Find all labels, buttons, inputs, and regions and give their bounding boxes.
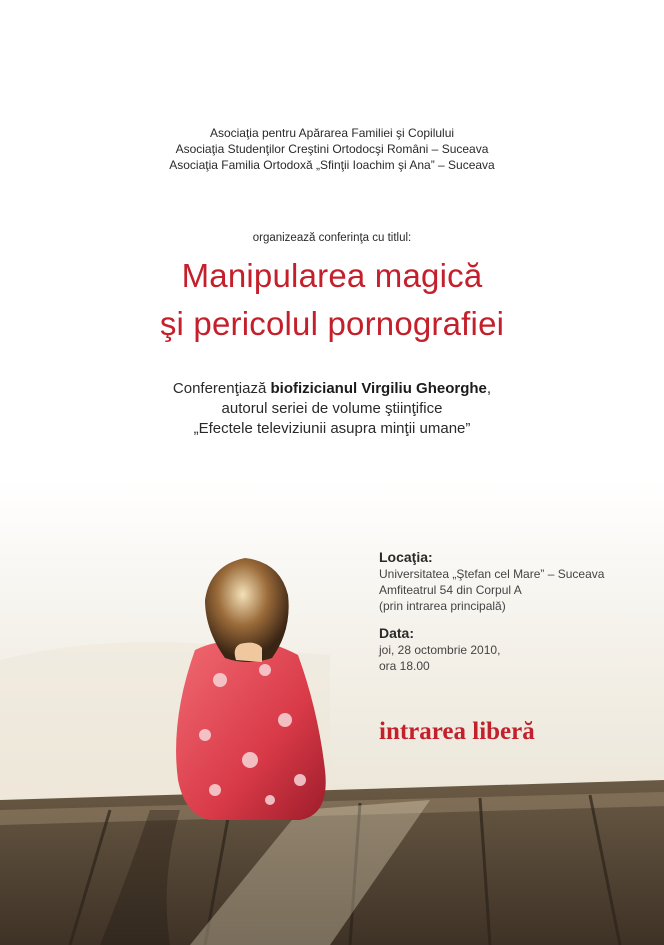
speaker-prefix: Conferenţiază: [172, 380, 267, 397]
location-line-3: (prin intrarea principală): [379, 599, 506, 613]
location-line-2: Amfiteatrul 54 din Corpul A: [379, 583, 522, 597]
event-info: [379, 548, 659, 674]
title-line-1: Manipularea magică: [181, 257, 483, 294]
organizer-2: Asociaţia Studenţilor Creştini Ortodocşi Români – Suceava: [175, 142, 489, 156]
conference-title: [0, 252, 664, 348]
date-heading: Data:: [379, 625, 415, 641]
speaker-block: [0, 379, 664, 439]
title-line-2: şi pericolul pornografiei: [159, 305, 505, 342]
organizer-1: Asociaţia pentru Apărarea Familiei şi Copilului: [209, 126, 455, 140]
date-line-1: joi, 28 octombrie 2010,: [379, 643, 501, 657]
speaker-name: biofizicianul Virgiliu Gheorghe: [270, 380, 487, 397]
intro-text: organizează conferinţa cu titlul:: [252, 232, 412, 244]
date-line-2: ora 18.00: [379, 659, 430, 673]
location-heading: Locaţia:: [379, 549, 433, 565]
free-entry-label: intrarea liberă: [379, 718, 535, 745]
speaker-suffix: ,: [486, 380, 492, 397]
organizer-3: Asociaţia Familia Ortodoxă „Sfinţii Ioachim şi Ana” – Suceava: [169, 158, 495, 172]
speaker-line-3: „Efectele televiziunii asupra minţii umane”: [193, 420, 471, 437]
organizers-block: [0, 125, 664, 173]
location-line-1: Universitatea „Ştefan cel Mare” – Suceava: [379, 567, 605, 581]
speaker-line-2: autorul seriei de volume ştiinţifice: [221, 400, 443, 417]
speaker-line-1: [0, 379, 664, 399]
